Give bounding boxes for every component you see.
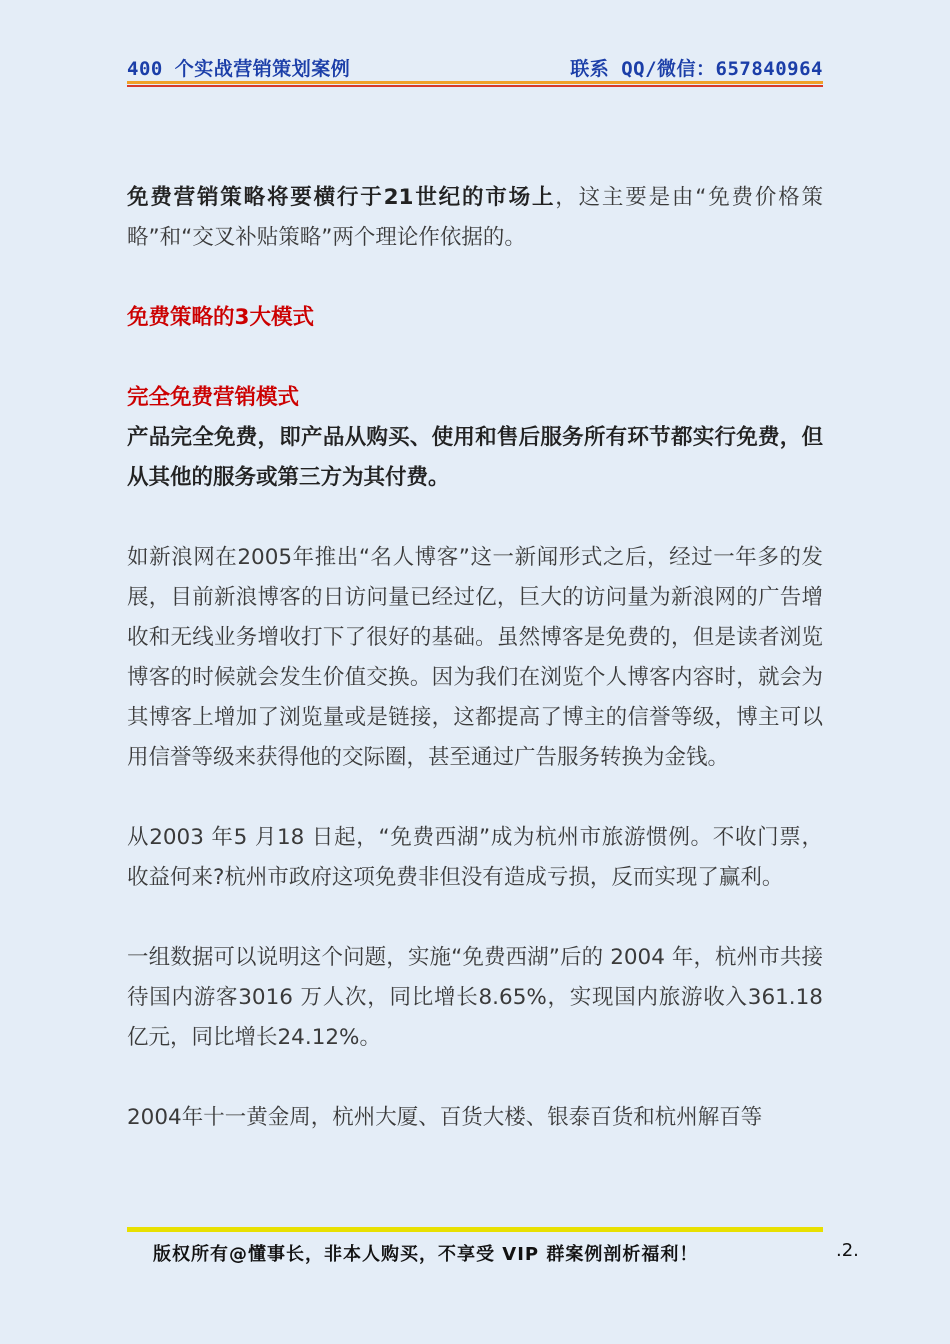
footer-copyright: 版权所有@懂事长，非本人购买，不享受 VIP 群案例剖析福利！ — [153, 1244, 699, 1265]
header-rule-red — [127, 85, 823, 87]
intro-bold-text: 免费营销策略将要横行于21世纪的市场上 — [127, 185, 556, 210]
section-heading: 免费策略的3大模式 — [127, 305, 314, 330]
page-header — [127, 52, 823, 80]
footer-rule — [127, 1227, 823, 1232]
intro-rest-text: ，这主要是由“免费价格策略”和“交叉补贴策略”两个理论作依据的。 — [127, 185, 824, 250]
definition-paragraph: 产品完全免费，即产品从购买、使用和售后服务所有环节都实行免费，但从其他的服务或第三方为其付费。 — [127, 425, 823, 490]
header-rule-orange — [127, 81, 823, 84]
intro-paragraph — [127, 178, 823, 258]
sina-example-paragraph: 如新浪网在2005年推出“名人博客”这一新闻形式之后，经过一年多的发展，目前新浪博客的日访问量已经过亿，巨大的访问量为新浪网的广告增收和无线业务增收打下了很好的基础。虽然博客是免费的，但是读者浏览博客的时候就会发生价值交换。因为我们在浏览个人博客内容时，就会为其博客上增加了浏览量或是链接，这都提高了博主的信誉等级，博主可以用信誉等级来获得他的交际圈，甚至通过广告服务转换为金钱。 — [127, 545, 823, 770]
document-body — [127, 178, 823, 1138]
page-number: .2. — [836, 1240, 859, 1261]
header-contact: 联系 QQ/微信：657840964 — [570, 58, 823, 80]
header-title: 400 个实战营销策划案例 — [127, 58, 351, 80]
westlake-paragraph: 从2003 年5 月18 日起，“免费西湖”成为杭州市旅游惯例。不收门票，收益何来?杭州市政府这项免费非但没有造成亏损，反而实现了赢利。 — [127, 825, 823, 890]
golden-week-paragraph: 2004年十一黄金周，杭州大厦、百货大楼、银泰百货和杭州解百等 — [127, 1105, 763, 1130]
subsection-heading: 完全免费营销模式 — [127, 385, 300, 410]
data-paragraph: 一组数据可以说明这个问题，实施“免费西湖”后的 2004 年，杭州市共接待国内游客3016 万人次，同比增长8.65%，实现国内旅游收入361.18 亿元，同比增长24.12%。 — [127, 945, 823, 1050]
